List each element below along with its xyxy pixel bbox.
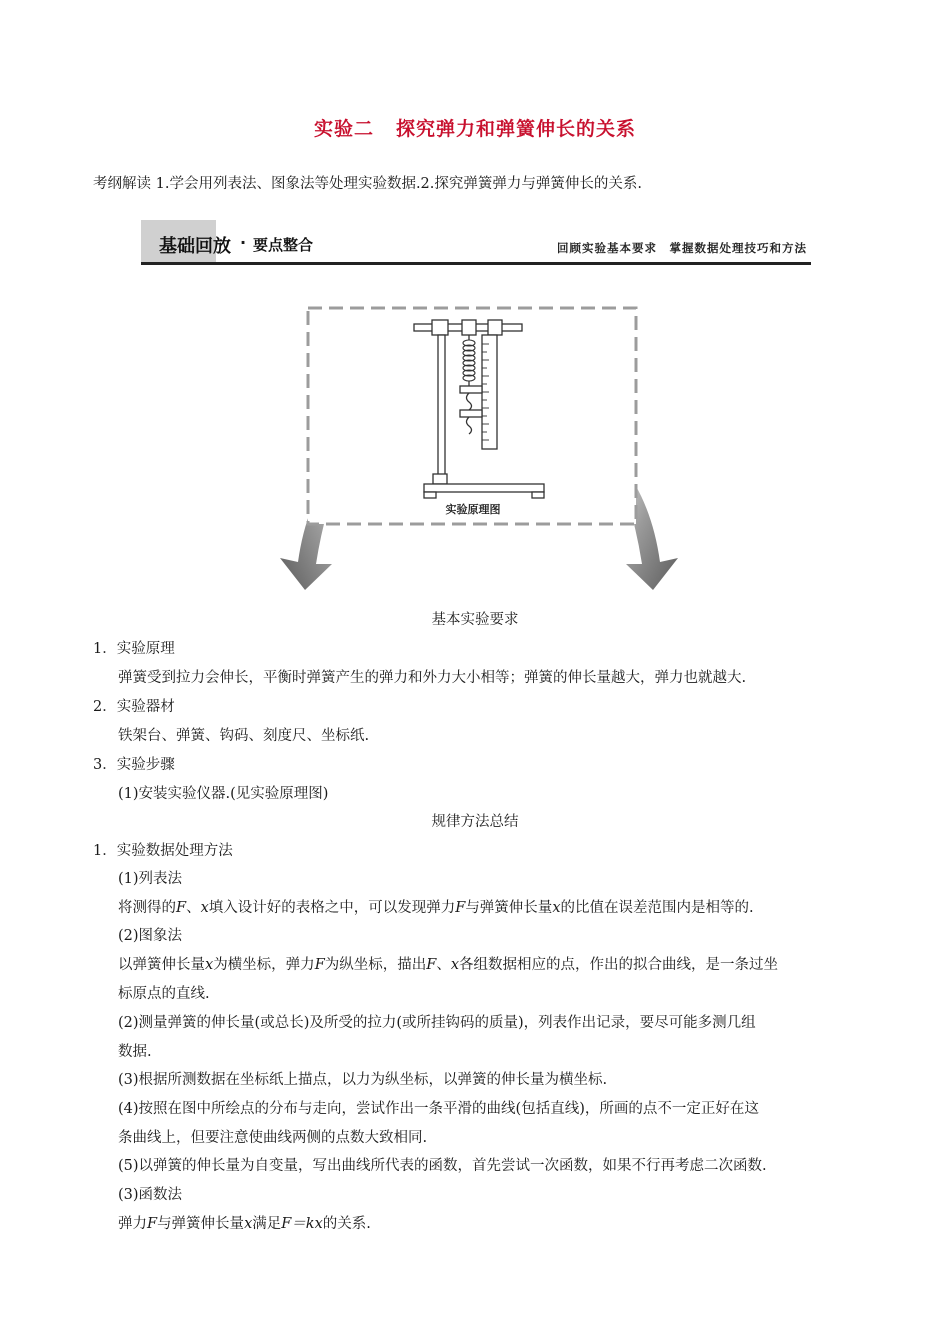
function-method-text: 弹力F与弹簧伸长量x满足F＝kx的关系.	[118, 1216, 371, 1232]
step5-text: (5)以弹簧的伸长量为自变量，写出曲线所代表的函数，首先尝试一次函数，如果不行再考虑二次函数.	[118, 1158, 767, 1174]
list-method-label: (1)列表法	[118, 871, 183, 887]
banner-rule	[141, 262, 811, 265]
function-method-label: (3)函数法	[118, 1187, 183, 1203]
step2-text-1: (2)测量弹簧的伸长量(或总长)及所受的拉力(或所挂钩码的质量)，列表作出记录，要尽可能多测几组	[118, 1015, 756, 1031]
page-title	[0, 114, 950, 141]
item3-body: (1)安装实验仪器.(见实验原理图)	[118, 786, 329, 802]
section2-heading: 规律方法总结	[431, 814, 519, 830]
item3-title: 3．实验步骤	[93, 757, 175, 773]
experiment-figure	[250, 300, 710, 600]
step4-text-1: (4)按照在图中所绘点的分布与走向，尝试作出一条平滑的曲线(包括直线)，所画的点不一定正好在这	[118, 1101, 759, 1117]
syllabus-text: 考纲解读 1.学会用列表法、图象法等处理实验数据.2.探究弹簧弹力与弹簧伸长的关系.	[93, 176, 642, 192]
step4-text-2: 条曲线上，但要注意使曲线两侧的点数大致相同.	[118, 1130, 428, 1146]
method-title: 1．实验数据处理方法	[93, 843, 233, 859]
banner-slogan: 回顾实验基本要求 掌握数据处理技巧和方法	[557, 241, 807, 255]
step3-text: (3)根据所测数据在坐标纸上描点，以力为纵坐标，以弹簧的伸长量为横坐标.	[118, 1072, 608, 1088]
title-part1: 实验二	[313, 118, 374, 140]
section-banner	[141, 220, 811, 266]
graph-method-label: (2)图象法	[118, 928, 183, 944]
item2-body: 铁架台、弹簧、钩码、刻度尺、坐标纸.	[118, 728, 370, 744]
banner-dot: ·	[240, 233, 247, 252]
banner-label-2: 要点整合	[253, 236, 314, 254]
title-part2: 探究弹力和弹簧伸长的关系	[396, 118, 637, 140]
list-method-text: 将测得的F、x填入设计好的表格之中，可以发现弹力F与弹簧伸长量x的比值在误差范围内是相等的.	[118, 900, 754, 916]
graph-method-text-1: 以弹簧伸长量x为横坐标，弹力F为纵坐标，描出F、x各组数据相应的点，作出的拟合曲线，是一条过坐	[118, 957, 778, 973]
banner-label-1: 基础回放	[159, 236, 231, 257]
graph-method-text-2: 标原点的直线.	[118, 986, 210, 1002]
figure-caption: 实验原理图	[445, 503, 501, 516]
item2-title: 2．实验器材	[93, 699, 175, 715]
section1-heading: 基本实验要求	[431, 612, 519, 628]
item1-title: 1．实验原理	[93, 641, 175, 657]
item1-body: 弹簧受到拉力会伸长，平衡时弹簧产生的弹力和外力大小相等；弹簧的伸长量越大，弹力也就越大.	[118, 670, 747, 686]
step2-text-2: 数据.	[118, 1044, 152, 1060]
